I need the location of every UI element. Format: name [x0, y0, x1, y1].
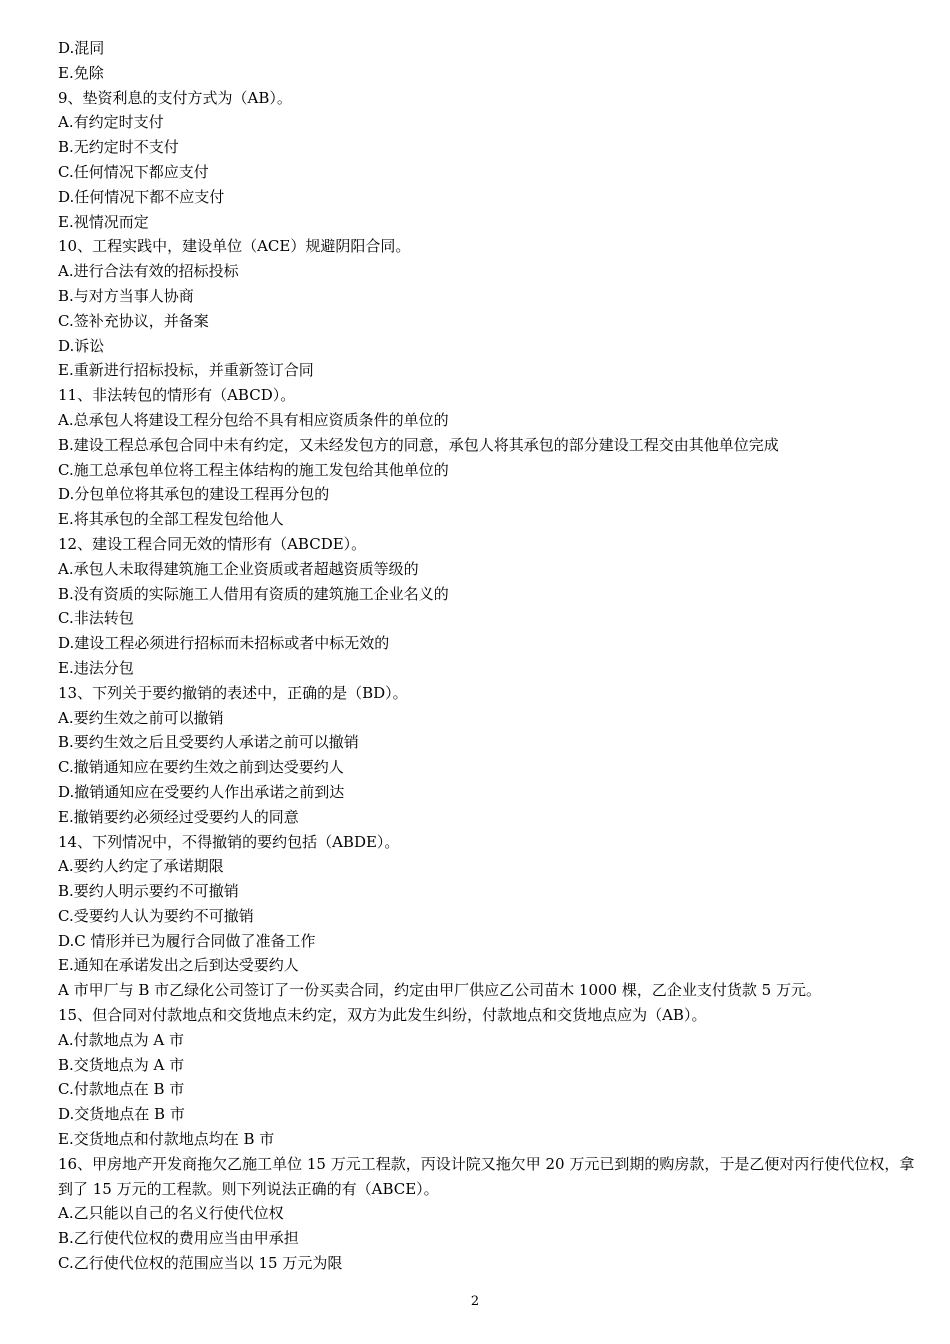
text-line: D.C 情形并已为履行合同做了准备工作 [58, 931, 316, 950]
text-line: E.将其承包的全部工程发包给他人 [58, 510, 284, 529]
page-number: 2 [470, 1294, 480, 1309]
text-line: C.签补充协议，并备案 [58, 311, 209, 330]
text-line: B.交货地点为 A 市 [58, 1055, 185, 1074]
text-line: E.撤销要约必须经过受要约人的同意 [58, 807, 299, 826]
text-line: C.付款地点在 B 市 [58, 1080, 185, 1099]
text-line: D.分包单位将其承包的建设工程再分包的 [58, 485, 330, 504]
text-line: D.交货地点在 B 市 [58, 1105, 185, 1124]
text-line: C.非法转包 [58, 609, 134, 628]
text-line: C.任何情况下都应支付 [58, 162, 209, 181]
text-line: C.受要约人认为要约不可撤销 [58, 906, 254, 925]
text-line: C.乙行使代位权的范围应当以 15 万元为限 [58, 1254, 343, 1273]
text-line: E.视情况而定 [58, 212, 149, 231]
text-line: 10、工程实践中，建设单位（ACE）规避阴阳合同。 [58, 237, 411, 256]
text-line: 15、但合同对付款地点和交货地点未约定，双方为此发生纠纷，付款地点和交货地点应为（AB）。 [58, 1006, 707, 1025]
text-line: D.诉讼 [58, 336, 105, 355]
text-line: 12、建设工程合同无效的情形有（ABCDE）。 [58, 534, 367, 553]
text-line: A.有约定时支付 [58, 113, 164, 132]
text-line: D.撤销通知应在受要约人作出承诺之前到达 [58, 782, 345, 801]
text-line: B.没有资质的实际施工人借用有资质的建筑施工企业名义的 [58, 584, 449, 603]
text-line: A.总承包人将建设工程分包给不具有相应资质条件的单位的 [58, 410, 449, 429]
text-line: B.要约人明示要约不可撤销 [58, 882, 239, 901]
text-line: B.建设工程总承包合同中未有约定，又未经发包方的同意，承包人将其承包的部分建设工程交由其他单位完成 [58, 435, 779, 454]
text-line: 14、下列情况中，不得撤销的要约包括（ABDE）。 [58, 832, 400, 851]
text-line: C.施工总承包单位将工程主体结构的施工发包给其他单位的 [58, 460, 449, 479]
text-line: A.要约生效之前可以撤销 [58, 708, 224, 727]
text-line: D.建设工程必须进行招标而未招标或者中标无效的 [58, 634, 390, 653]
document-body [58, 36, 918, 1276]
text-line: C.撤销通知应在要约生效之前到达受要约人 [58, 758, 344, 777]
text-line: 9、垫资利息的支付方式为（AB）。 [58, 88, 292, 107]
text-line: 16、甲房地产开发商拖欠乙施工单位 15 万元工程款，丙设计院又拖欠甲 20 万元已到期的购房款，于是乙便对丙行使代位权，拿到了 15 万元的工程款。则下列说法正确的有（ABCE）。 [58, 1154, 915, 1198]
text-line: 13、下列关于要约撤销的表述中，正确的是（BD）。 [58, 683, 408, 702]
text-line: B.无约定时不支付 [58, 138, 179, 157]
text-line: E.违法分包 [58, 658, 134, 677]
text-line: A.承包人未取得建筑施工企业资质或者超越资质等级的 [58, 559, 419, 578]
text-line: B.要约生效之后且受要约人承诺之前可以撤销 [58, 733, 359, 752]
text-line: A 市甲厂与 B 市乙绿化公司签订了一份买卖合同，约定由甲厂供应乙公司苗木 1000 棵，乙企业支付货款 5 万元。 [58, 981, 821, 1000]
text-line: E.重新进行招标投标，并重新签订合同 [58, 361, 314, 380]
text-line: 11、非法转包的情形有（ABCD）。 [58, 386, 296, 405]
text-line: E.交货地点和付款地点均在 B 市 [58, 1130, 275, 1149]
text-line: A.付款地点为 A 市 [58, 1030, 184, 1049]
text-line: D.混同 [58, 39, 105, 57]
text-line: E.免除 [58, 63, 104, 82]
text-line: A.要约人约定了承诺期限 [58, 857, 224, 876]
text-line: B.乙行使代位权的费用应当由甲承担 [58, 1229, 299, 1248]
text-line: E.通知在承诺发出之后到达受要约人 [58, 956, 299, 975]
text-line: A.乙只能以自己的名义行使代位权 [58, 1204, 284, 1223]
text-line: D.任何情况下都不应支付 [58, 187, 225, 206]
text-line: A.进行合法有效的招标投标 [58, 262, 239, 281]
text-line: B.与对方当事人协商 [58, 286, 194, 305]
